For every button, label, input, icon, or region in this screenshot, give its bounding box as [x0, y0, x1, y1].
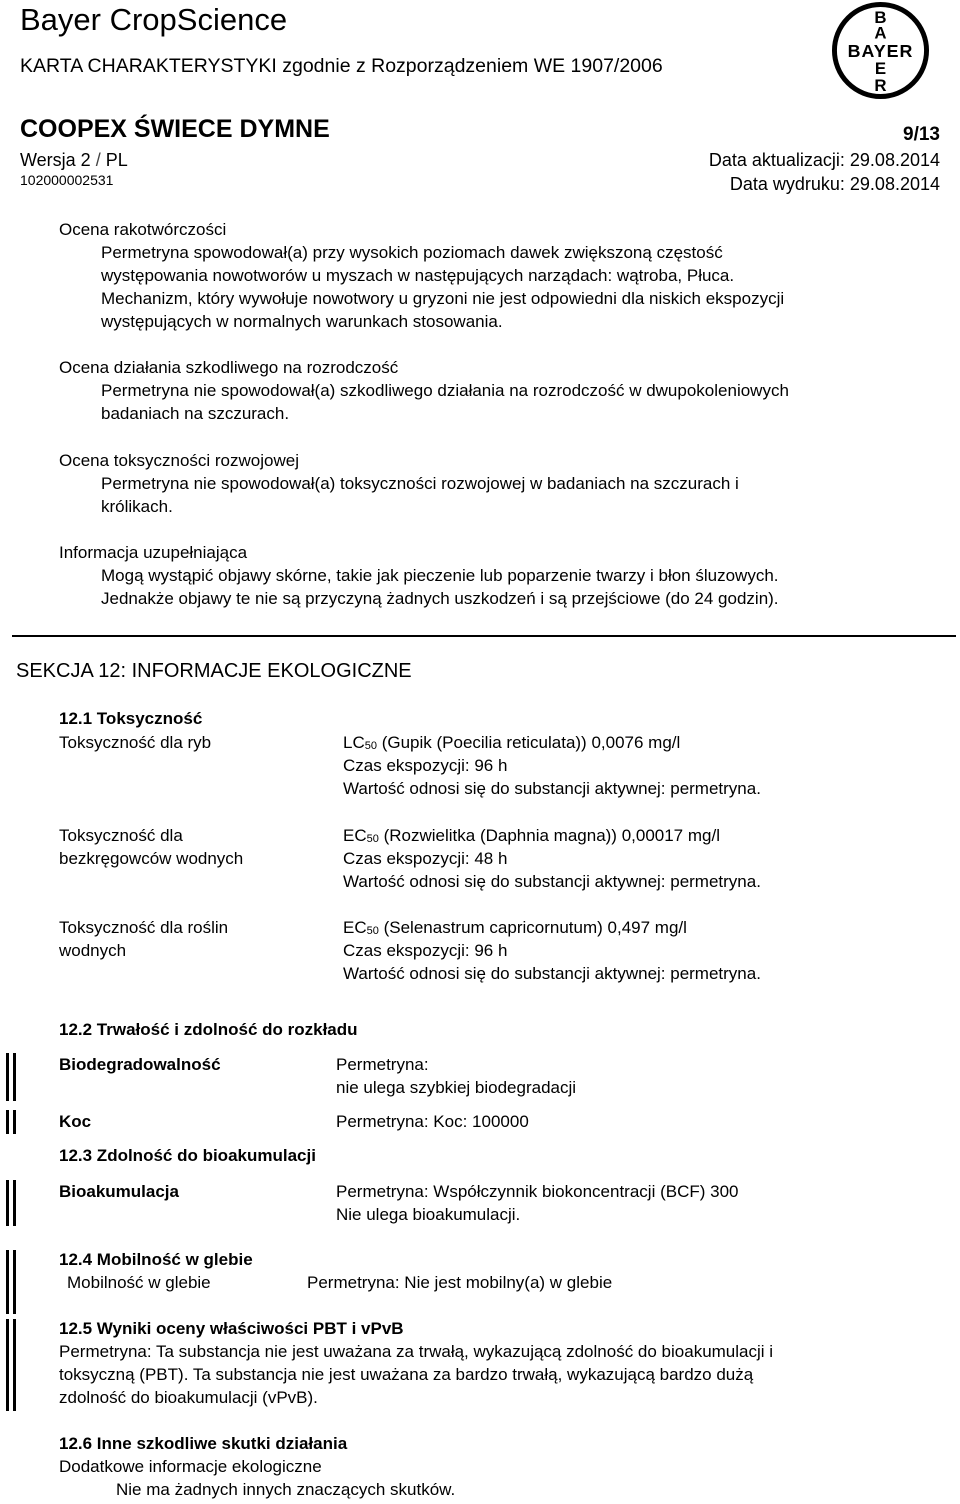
lc-subscript: 50: [364, 740, 377, 752]
subsection-12-6-title: 12.6 Inne szkodliwe skutki działania: [59, 1434, 348, 1453]
subsection-12-2-title: 12.2 Trwałość i zdolność do rozkładu: [59, 1020, 358, 1039]
ec-prefix: EC: [343, 826, 367, 845]
version-info: [20, 150, 128, 171]
reproductive-line: badaniach na szczurach.: [101, 404, 290, 423]
pbt-text-line: toksyczną (PBT). Ta substancja nie jest uważana za bardzo trwałą, wykazującą bardzo dużą: [59, 1365, 754, 1384]
fish-toxicity-value: [343, 733, 680, 753]
plant-value-text: (Selenastrum capricornutum) 0,497 mg/l: [378, 918, 687, 937]
section-12-title: SEKCJA 12: INFORMACJE EKOLOGICZNE: [16, 660, 412, 682]
invertebrate-toxicity-label: bezkręgowców wodnych: [59, 849, 244, 868]
lc-prefix: LC: [343, 733, 365, 752]
supplementary-line: Jednakże objawy te nie są przyczyną żadnych uszkodzeń i są przejściowe (do 24 godzin).: [101, 589, 779, 608]
reproductive-heading: Ocena działania szkodliwego na rozrodczość: [59, 358, 399, 377]
pbt-text-line: zdolność do bioakumulacji (vPvB).: [59, 1388, 318, 1407]
carcinogenicity-heading: Ocena rakotwórczości: [59, 220, 227, 239]
other-effects-value: Nie ma żadnych innych znaczących skutków.: [116, 1480, 456, 1499]
svg-text:B: B: [874, 7, 887, 27]
fish-note: Wartość odnosi się do substancji aktywnej: permetryna.: [343, 779, 761, 798]
revision-bar: [13, 1110, 16, 1134]
subsection-12-4-title: 12.4 Mobilność w glebie: [59, 1250, 253, 1269]
ec-subscript: 50: [366, 925, 379, 937]
carcinogenicity-line: występujących w normalnych warunkach stosowania.: [101, 312, 503, 331]
revision-bar: [13, 1180, 16, 1226]
subsection-12-5-title: 12.5 Wyniki oceny właściwości PBT i vPvB: [59, 1319, 404, 1338]
invertebrate-exposure-time: Czas ekspozycji: 48 h: [343, 849, 508, 868]
subsection-12-1-title: 12.1 Toksyczność: [59, 709, 203, 728]
fish-value-text: (Gupik (Poecilia reticulata)) 0,0076 mg/l: [376, 733, 681, 752]
ec-prefix: EC: [343, 918, 367, 937]
plant-exposure-time: Czas ekspozycji: 96 h: [343, 941, 508, 960]
plant-toxicity-value: [343, 918, 687, 938]
svg-text:BAYER: BAYER: [847, 40, 914, 61]
koc-label: Koc: [59, 1112, 92, 1131]
invertebrate-value-text: (Rozwielitka (Daphnia magna)) 0,00017 mg/l: [378, 826, 720, 845]
biodegradability-label: Biodegradowalność: [59, 1055, 221, 1074]
biodegradability-value: nie ulega szybkiej biodegradacji: [336, 1078, 577, 1097]
pbt-text-line: Permetryna: Ta substancja nie jest uważana za trwałą, wykazującą zdolność do bioakumulacji i: [59, 1342, 774, 1361]
version-separator: /: [95, 150, 101, 170]
revision-bar: [13, 1319, 16, 1411]
biodegradability-value: Permetryna:: [336, 1055, 429, 1074]
mobility-label: Mobilność w glebie: [67, 1273, 211, 1292]
fish-toxicity-label: Toksyczność dla ryb: [59, 733, 212, 752]
invertebrate-note: Wartość odnosi się do substancji aktywnej: permetryna.: [343, 872, 761, 891]
supplementary-heading: Informacja uzupełniająca: [59, 543, 248, 562]
bioaccumulation-value: Permetryna: Współczynnik biokoncentracji (BCF) 300: [336, 1182, 739, 1201]
revision-bar: [6, 1110, 9, 1134]
update-date: Data aktualizacji: 29.08.2014: [708, 150, 940, 170]
other-effects-label: Dodatkowe informacje ekologiczne: [59, 1457, 322, 1476]
supplementary-line: Mogą wystąpić objawy skórne, takie jak pieczenie lub poparzenie twarzy i błon śluzowych.: [101, 566, 779, 585]
revision-bar: [6, 1053, 9, 1101]
fish-exposure-time: Czas ekspozycji: 96 h: [343, 756, 508, 775]
carcinogenicity-line: Permetryna spowodował(a) przy wysokich poziomach dawek zwiększoną częstość: [101, 243, 723, 262]
print-date: Data wydruku: 29.08.2014: [729, 174, 940, 194]
invertebrate-toxicity-value: [343, 826, 720, 846]
page-number: 9/13: [903, 124, 940, 145]
product-name: COOPEX ŚWIECE DYMNE: [20, 115, 330, 143]
carcinogenicity-line: występowania nowotworów u myszach w następujących narządach: wątroba, Płuca.: [101, 266, 735, 285]
svg-text:R: R: [874, 76, 887, 96]
koc-value: Permetryna: Koc: 100000: [336, 1112, 529, 1131]
ec-subscript: 50: [366, 833, 379, 845]
mobility-value: Permetryna: Nie jest mobilny(a) w glebie: [307, 1273, 613, 1292]
revision-bar: [6, 1250, 9, 1314]
svg-text:A: A: [874, 23, 887, 43]
revision-bar: [13, 1053, 16, 1101]
plant-toxicity-label: Toksyczność dla roślin: [59, 918, 229, 937]
bioaccumulation-value: Nie ulega bioakumulacji.: [336, 1205, 521, 1224]
version-language: PL: [105, 150, 128, 170]
bayer-cross-logo: [831, 0, 930, 101]
svg-text:E: E: [874, 59, 887, 79]
subsection-12-3-title: 12.3 Zdolność do bioakumulacji: [59, 1146, 316, 1165]
company-name: Bayer CropScience: [20, 2, 288, 37]
developmental-line: królikach.: [101, 497, 173, 516]
invertebrate-toxicity-label: Toksyczność dla: [59, 826, 183, 845]
bioaccumulation-label: Bioakumulacja: [59, 1182, 179, 1201]
revision-bar: [13, 1250, 16, 1314]
plant-toxicity-label: wodnych: [59, 941, 127, 960]
document-number: 102000002531: [20, 172, 114, 188]
reproductive-line: Permetryna nie spowodował(a) szkodliwego działania na rozrodczość w dwupokoleniowych: [101, 381, 789, 400]
revision-bar: [6, 1180, 9, 1226]
developmental-line: Permetryna nie spowodował(a) toksyczności rozwojowej w badaniach na szczurach i: [101, 474, 739, 493]
version-label: Wersja 2: [20, 150, 91, 170]
carcinogenicity-line: Mechanizm, który wywołuje nowotwory u gryzoni nie jest odpowiedni dla niskich ekspozycji: [101, 289, 785, 308]
document-title: KARTA CHARAKTERYSTYKI zgodnie z Rozporządzeniem WE 1907/2006: [20, 55, 663, 77]
plant-note: Wartość odnosi się do substancji aktywnej: permetryna.: [343, 964, 761, 983]
section-divider: [12, 635, 956, 637]
revision-bar: [6, 1319, 9, 1411]
developmental-heading: Ocena toksyczności rozwojowej: [59, 451, 299, 470]
